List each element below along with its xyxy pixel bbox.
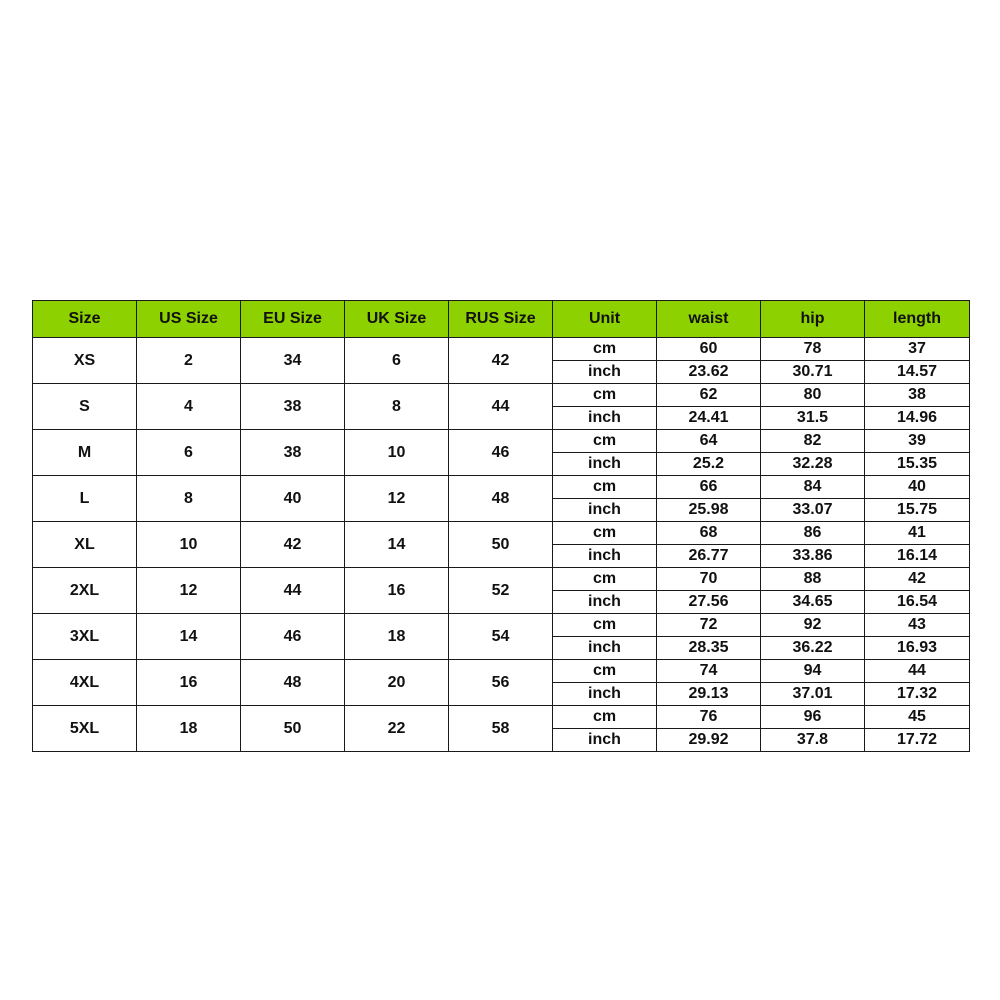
waist-cell: 74 (657, 660, 761, 683)
header-row (33, 301, 970, 338)
waist-cell: 26.77 (657, 545, 761, 568)
unit-cell: inch (553, 683, 657, 706)
table-row (33, 614, 970, 637)
rus-size-cell: 48 (449, 476, 553, 522)
waist-cell: 68 (657, 522, 761, 545)
hip-cell: 31.5 (761, 407, 865, 430)
header-hip: hip (761, 301, 865, 338)
eu-size-cell: 48 (241, 660, 345, 706)
us-size-cell: 4 (137, 384, 241, 430)
hip-cell: 34.65 (761, 591, 865, 614)
hip-cell: 36.22 (761, 637, 865, 660)
header-eu-size: EU Size (241, 301, 345, 338)
rus-size-cell: 46 (449, 430, 553, 476)
waist-cell: 66 (657, 476, 761, 499)
uk-size-cell: 20 (345, 660, 449, 706)
unit-cell: inch (553, 591, 657, 614)
us-size-cell: 2 (137, 338, 241, 384)
uk-size-cell: 16 (345, 568, 449, 614)
us-size-cell: 14 (137, 614, 241, 660)
hip-cell: 32.28 (761, 453, 865, 476)
hip-cell: 33.07 (761, 499, 865, 522)
rus-size-cell: 56 (449, 660, 553, 706)
eu-size-cell: 50 (241, 706, 345, 752)
waist-cell: 76 (657, 706, 761, 729)
table-row (33, 568, 970, 591)
unit-cell: inch (553, 407, 657, 430)
length-cell: 42 (865, 568, 970, 591)
hip-cell: 33.86 (761, 545, 865, 568)
size-chart-body (33, 338, 970, 752)
us-size-cell: 10 (137, 522, 241, 568)
header-rus-size: RUS Size (449, 301, 553, 338)
waist-cell: 72 (657, 614, 761, 637)
unit-cell: cm (553, 568, 657, 591)
waist-cell: 24.41 (657, 407, 761, 430)
hip-cell: 82 (761, 430, 865, 453)
header-uk-size: UK Size (345, 301, 449, 338)
size-cell: 3XL (33, 614, 137, 660)
unit-cell: cm (553, 476, 657, 499)
size-cell: S (33, 384, 137, 430)
unit-cell: inch (553, 545, 657, 568)
size-cell: M (33, 430, 137, 476)
waist-cell: 70 (657, 568, 761, 591)
eu-size-cell: 38 (241, 430, 345, 476)
waist-cell: 64 (657, 430, 761, 453)
uk-size-cell: 22 (345, 706, 449, 752)
size-cell: XL (33, 522, 137, 568)
header-waist: waist (657, 301, 761, 338)
length-cell: 17.72 (865, 729, 970, 752)
uk-size-cell: 18 (345, 614, 449, 660)
uk-size-cell: 14 (345, 522, 449, 568)
unit-cell: inch (553, 361, 657, 384)
eu-size-cell: 42 (241, 522, 345, 568)
eu-size-cell: 34 (241, 338, 345, 384)
length-cell: 15.35 (865, 453, 970, 476)
length-cell: 16.14 (865, 545, 970, 568)
length-cell: 15.75 (865, 499, 970, 522)
waist-cell: 25.2 (657, 453, 761, 476)
hip-cell: 96 (761, 706, 865, 729)
length-cell: 16.93 (865, 637, 970, 660)
length-cell: 44 (865, 660, 970, 683)
hip-cell: 84 (761, 476, 865, 499)
size-cell: 2XL (33, 568, 137, 614)
rus-size-cell: 42 (449, 338, 553, 384)
waist-cell: 29.13 (657, 683, 761, 706)
size-cell: 5XL (33, 706, 137, 752)
length-cell: 16.54 (865, 591, 970, 614)
length-cell: 43 (865, 614, 970, 637)
size-cell: 4XL (33, 660, 137, 706)
eu-size-cell: 46 (241, 614, 345, 660)
waist-cell: 60 (657, 338, 761, 361)
rus-size-cell: 58 (449, 706, 553, 752)
hip-cell: 30.71 (761, 361, 865, 384)
uk-size-cell: 8 (345, 384, 449, 430)
eu-size-cell: 38 (241, 384, 345, 430)
table-row (33, 430, 970, 453)
us-size-cell: 16 (137, 660, 241, 706)
size-cell: XS (33, 338, 137, 384)
length-cell: 37 (865, 338, 970, 361)
hip-cell: 94 (761, 660, 865, 683)
table-row (33, 706, 970, 729)
rus-size-cell: 54 (449, 614, 553, 660)
length-cell: 39 (865, 430, 970, 453)
unit-cell: inch (553, 453, 657, 476)
hip-cell: 80 (761, 384, 865, 407)
waist-cell: 25.98 (657, 499, 761, 522)
unit-cell: cm (553, 614, 657, 637)
header-unit: Unit (553, 301, 657, 338)
table-row (33, 522, 970, 545)
unit-cell: cm (553, 338, 657, 361)
uk-size-cell: 12 (345, 476, 449, 522)
hip-cell: 92 (761, 614, 865, 637)
unit-cell: cm (553, 706, 657, 729)
table-row (33, 384, 970, 407)
table-row (33, 338, 970, 361)
header-length: length (865, 301, 970, 338)
table-row (33, 660, 970, 683)
unit-cell: cm (553, 522, 657, 545)
rus-size-cell: 44 (449, 384, 553, 430)
eu-size-cell: 40 (241, 476, 345, 522)
length-cell: 14.96 (865, 407, 970, 430)
unit-cell: inch (553, 729, 657, 752)
unit-cell: inch (553, 499, 657, 522)
waist-cell: 23.62 (657, 361, 761, 384)
us-size-cell: 12 (137, 568, 241, 614)
rus-size-cell: 52 (449, 568, 553, 614)
rus-size-cell: 50 (449, 522, 553, 568)
waist-cell: 29.92 (657, 729, 761, 752)
length-cell: 38 (865, 384, 970, 407)
eu-size-cell: 44 (241, 568, 345, 614)
hip-cell: 37.8 (761, 729, 865, 752)
header-us-size: US Size (137, 301, 241, 338)
hip-cell: 88 (761, 568, 865, 591)
size-cell: L (33, 476, 137, 522)
unit-cell: cm (553, 430, 657, 453)
unit-cell: cm (553, 384, 657, 407)
waist-cell: 28.35 (657, 637, 761, 660)
us-size-cell: 8 (137, 476, 241, 522)
uk-size-cell: 6 (345, 338, 449, 384)
hip-cell: 78 (761, 338, 865, 361)
hip-cell: 37.01 (761, 683, 865, 706)
length-cell: 17.32 (865, 683, 970, 706)
length-cell: 40 (865, 476, 970, 499)
unit-cell: cm (553, 660, 657, 683)
length-cell: 45 (865, 706, 970, 729)
unit-cell: inch (553, 637, 657, 660)
us-size-cell: 6 (137, 430, 241, 476)
length-cell: 14.57 (865, 361, 970, 384)
waist-cell: 62 (657, 384, 761, 407)
header-size: Size (33, 301, 137, 338)
table-row (33, 476, 970, 499)
size-chart-table (32, 300, 970, 752)
us-size-cell: 18 (137, 706, 241, 752)
uk-size-cell: 10 (345, 430, 449, 476)
hip-cell: 86 (761, 522, 865, 545)
length-cell: 41 (865, 522, 970, 545)
size-chart-header (33, 301, 970, 338)
waist-cell: 27.56 (657, 591, 761, 614)
